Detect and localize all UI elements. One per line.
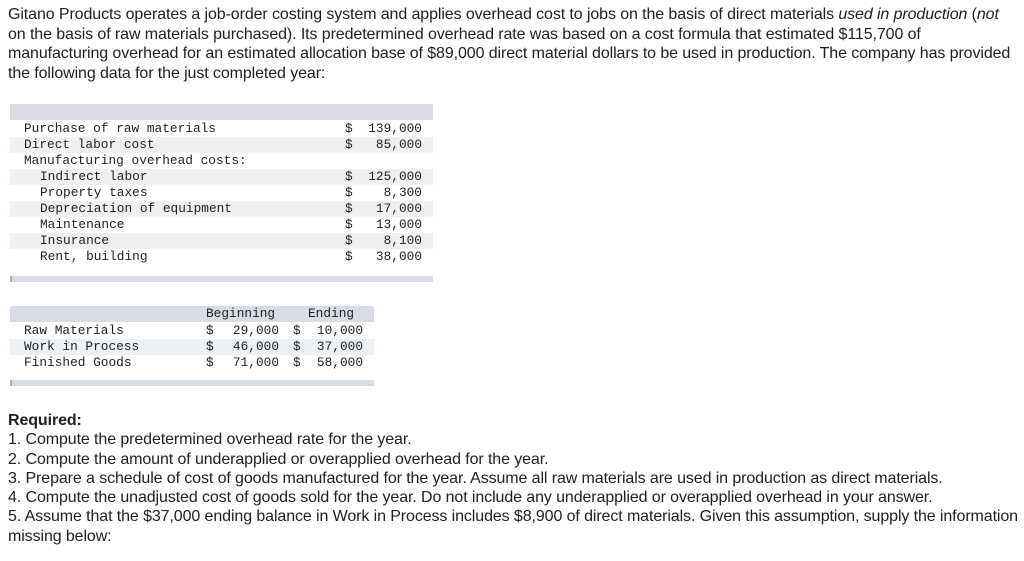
currency-symbol: $ [345, 233, 353, 248]
table-footer-band [10, 276, 433, 282]
row-label: Depreciation of equipment [40, 201, 232, 216]
intro-emphasis-used-in-production: used in production [838, 6, 968, 23]
required-item-5: 5. Assume that the $37,000 ending balance in Work in Process includes $8,900 of direct materials. Given this assumption, supply the information missing below: [8, 508, 1018, 545]
currency-symbol-ending: $ [293, 323, 301, 338]
row-label: Insurance [40, 233, 110, 248]
column-header-beginning: Beginning [206, 306, 276, 321]
currency-symbol-beginning: $ [206, 323, 214, 338]
table-row [10, 339, 374, 355]
required-section [8, 411, 1018, 546]
currency-symbol: $ [345, 217, 353, 232]
row-label: Indirect labor [40, 169, 148, 184]
beginning-balance: 46,000 [232, 339, 279, 354]
row-amount: 125,000 [368, 169, 422, 184]
table-row [10, 201, 433, 217]
beginning-balance: 29,000 [232, 323, 279, 338]
currency-symbol: $ [345, 185, 353, 200]
currency-symbol: $ [345, 249, 353, 264]
row-amount: 13,000 [375, 217, 422, 232]
row-label: Finished Goods [24, 355, 132, 370]
table-row [10, 249, 433, 265]
table-header-band [10, 104, 433, 120]
required-item-2: 2. Compute the amount of underapplied or overapplied overhead for the year. [8, 450, 549, 468]
table-row [10, 169, 433, 185]
intro-text-1: Gitano Products operates a job-order costing system and applies overhead cost to jobs on the basis of direct materials [8, 6, 839, 23]
column-header-ending: Ending [308, 306, 355, 321]
row-label: Work in Process [24, 339, 140, 354]
inventory-balances-table [10, 306, 374, 386]
row-amount: 38,000 [375, 249, 422, 264]
row-label: Purchase of raw materials [24, 121, 216, 136]
table-row [10, 137, 433, 153]
required-item-1: 1. Compute the predetermined overhead rate for the year. [8, 431, 412, 449]
intro-emphasis-not: not [976, 6, 999, 23]
table-row [10, 153, 433, 169]
required-item-3: 3. Prepare a schedule of cost of goods manufactured for the year. Assume all raw materials are used in production as direct materials. [8, 469, 943, 487]
ending-balance: 37,000 [316, 339, 363, 354]
row-amount: 8,100 [383, 233, 422, 248]
currency-symbol: $ [345, 137, 353, 152]
intro-text-3: on the basis of raw materials purchased). Its predetermined overhead rate was based on a cost formula that estimated $115,700 of manufacturing overhead for an estimated allocation base of $89,000 direct material dollars to be used in production. The company has provided the following data for the just completed year: [8, 25, 1011, 82]
currency-symbol: $ [345, 201, 353, 216]
row-label: Property taxes [40, 185, 148, 200]
table-row [10, 185, 433, 201]
required-title: Required: [8, 412, 82, 429]
intro-text-2: ( [967, 6, 977, 23]
problem-intro [8, 5, 1016, 83]
table-row [10, 323, 374, 339]
row-label: Manufacturing overhead costs: [24, 153, 247, 168]
row-amount: 8,300 [383, 185, 422, 200]
ending-balance: 10,000 [316, 323, 363, 338]
currency-symbol-ending: $ [293, 339, 301, 354]
beginning-balance: 71,000 [232, 355, 279, 370]
table-footer-band [10, 380, 374, 386]
currency-symbol-beginning: $ [206, 355, 214, 370]
currency-symbol-beginning: $ [206, 339, 214, 354]
currency-symbol: $ [345, 121, 353, 136]
ending-balance: 58,000 [316, 355, 363, 370]
row-amount: 17,000 [375, 201, 422, 216]
cost-data-table [10, 104, 433, 282]
row-amount: 85,000 [375, 137, 422, 152]
row-label: Maintenance [40, 217, 125, 232]
table-row [10, 355, 374, 371]
currency-symbol-ending: $ [293, 355, 301, 370]
table-row [10, 121, 433, 137]
table-row [10, 233, 433, 249]
row-label: Raw Materials [24, 323, 124, 338]
row-amount: 139,000 [368, 121, 422, 136]
row-label: Rent, building [40, 249, 148, 264]
currency-symbol: $ [345, 169, 353, 184]
row-label: Direct labor cost [24, 137, 155, 152]
table-row [10, 217, 433, 233]
required-item-4: 4. Compute the unadjusted cost of goods sold for the year. Do not include any underapplied or overapplied overhead in your answer. [8, 489, 933, 507]
